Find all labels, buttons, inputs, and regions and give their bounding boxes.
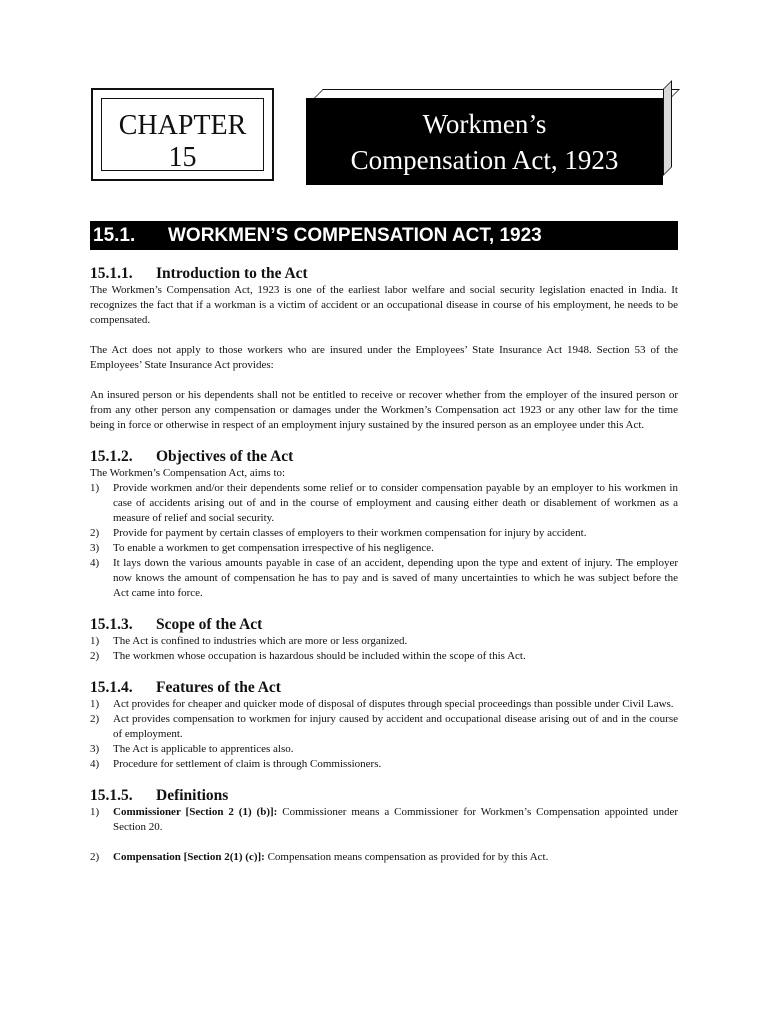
list-marker: 2) [90,527,100,539]
list-item [90,850,678,865]
subsection-number: 15.1.5. [90,787,133,804]
subsection-title: Objectives of the Act [156,448,294,465]
chapter-label: CHAPTER [118,110,247,141]
subsection-title: Scope of the Act [156,616,263,633]
definition-term: Compensation [Section 2(1) (c)]: [113,851,265,863]
subsection-heading-features [90,678,678,697]
subsection-heading-intro [90,264,678,283]
scope-list [90,634,678,664]
list-item-text: To enable a workmen to get compensation irrespective of his negligence. [113,542,434,554]
subsection-number: 15.1.1. [90,265,133,282]
chapter-title-line-2: Compensation Act, 1923 [350,145,619,175]
list-marker: 1) [90,806,100,818]
list-marker: 1) [90,698,100,710]
list-item [90,757,678,772]
list-item-text: Act provides compensation to workmen for injury caused by accident and occupational disease arising out of and in the course of employment. [113,713,678,740]
definition-text: Commissioner means a Commissioner for Workmen’s Compensation appointed under Section 20. [113,806,678,833]
intro-paragraph-3: An insured person or his dependents shall not be entitled to receive or recover whether from the employer of the insured person or from any other person any compensation or damages under the Workmen’s Compensation act 1923 or any other law for the time being in force or otherwise in respect of an employment injury sustained by the insured person as an employee under this Act. [90,389,678,431]
list-marker: 2) [90,650,100,662]
chapter-number: 15 [168,142,197,173]
list-marker: 1) [90,482,100,494]
list-item [90,541,678,556]
subsection-heading-definitions [90,786,678,805]
list-item-text: The Act is confined to industries which are more or less organized. [113,635,408,647]
list-item [90,697,678,712]
list-item [90,805,678,835]
chapter-title [306,106,663,178]
section-title: WORKMEN’S COMPENSATION ACT, 1923 [168,225,542,246]
objectives-list [90,481,678,601]
title-box-bevel-right [663,80,672,176]
list-marker: 3) [90,542,100,554]
subsection-title: Definitions [156,787,229,804]
subsection-title: Introduction to the Act [156,265,308,282]
list-item-text: Procedure for settlement of claim is through Commissioners. [113,758,382,770]
chapter-label-block [93,110,272,174]
subsection-heading-objectives [90,447,678,466]
list-item-text: Act provides for cheaper and quicker mode of disposal of disputes through special proceedings than possible under Civil Laws. [113,698,674,710]
subsection-number: 15.1.2. [90,448,133,465]
page-content [90,264,678,865]
definition-text: Compensation means compensation as provided for by this Act. [264,851,549,863]
list-item-text: The workmen whose occupation is hazardous should be included within the scope of this Act. [113,650,526,662]
section-number: 15.1. [93,225,136,246]
list-item [90,742,678,757]
list-item [90,634,678,649]
subsection-heading-scope [90,615,678,634]
definitions-list [90,805,678,865]
list-item [90,649,678,664]
list-item-text: It lays down the various amounts payable in case of an accident, depending upon the type and extent of injury. The employer now knows the amount of compensation he has to pay and is saved of many uncertainties to which he was subject before the Act came into force. [113,557,678,599]
list-item-text: The Act is applicable to apprentices also. [113,743,294,755]
chapter-title-line-1: Workmen’s [422,109,547,139]
list-marker: 2) [90,851,100,863]
intro-paragraph-1: The Workmen’s Compensation Act, 1923 is one of the earliest labor welfare and social security legislation enacted in India. It recognizes the fact that if a workman is a victim of accident or an occupational disease in course of his employment, he needs to be compensated. [90,284,678,326]
list-item [90,556,678,601]
list-item-text: Provide workmen and/or their dependents some relief or to consider compensation payable by an employer to his workmen in case of accidents arising out of and in the course of employment and causing either death or disablement of workmen as a measure of relief and social security. [113,482,678,524]
list-marker: 1) [90,635,100,647]
section-heading-bar [90,221,678,250]
objectives-intro: The Workmen’s Compensation Act, aims to: [90,467,286,479]
features-list [90,697,678,772]
definition-term: Commissioner [Section 2 (1) (b)]: [113,806,278,818]
chapter-title-box [306,98,663,185]
chapter-box [91,88,274,181]
intro-paragraph-2: The Act does not apply to those workers who are insured under the Employees’ State Insurance Act 1948. Section 53 of the Employees’ State Insurance Act provides: [90,344,678,371]
title-box-bevel-top [314,89,680,98]
subsection-number: 15.1.3. [90,616,133,633]
list-item [90,526,678,541]
list-item [90,712,678,742]
list-marker: 2) [90,713,100,725]
list-marker: 4) [90,758,100,770]
list-item [90,481,678,526]
subsection-title: Features of the Act [156,679,281,696]
subsection-number: 15.1.4. [90,679,133,696]
list-marker: 4) [90,557,100,569]
list-marker: 3) [90,743,100,755]
list-item-text: Provide for payment by certain classes of employers to their workmen compensation for injury by accident. [113,527,587,539]
